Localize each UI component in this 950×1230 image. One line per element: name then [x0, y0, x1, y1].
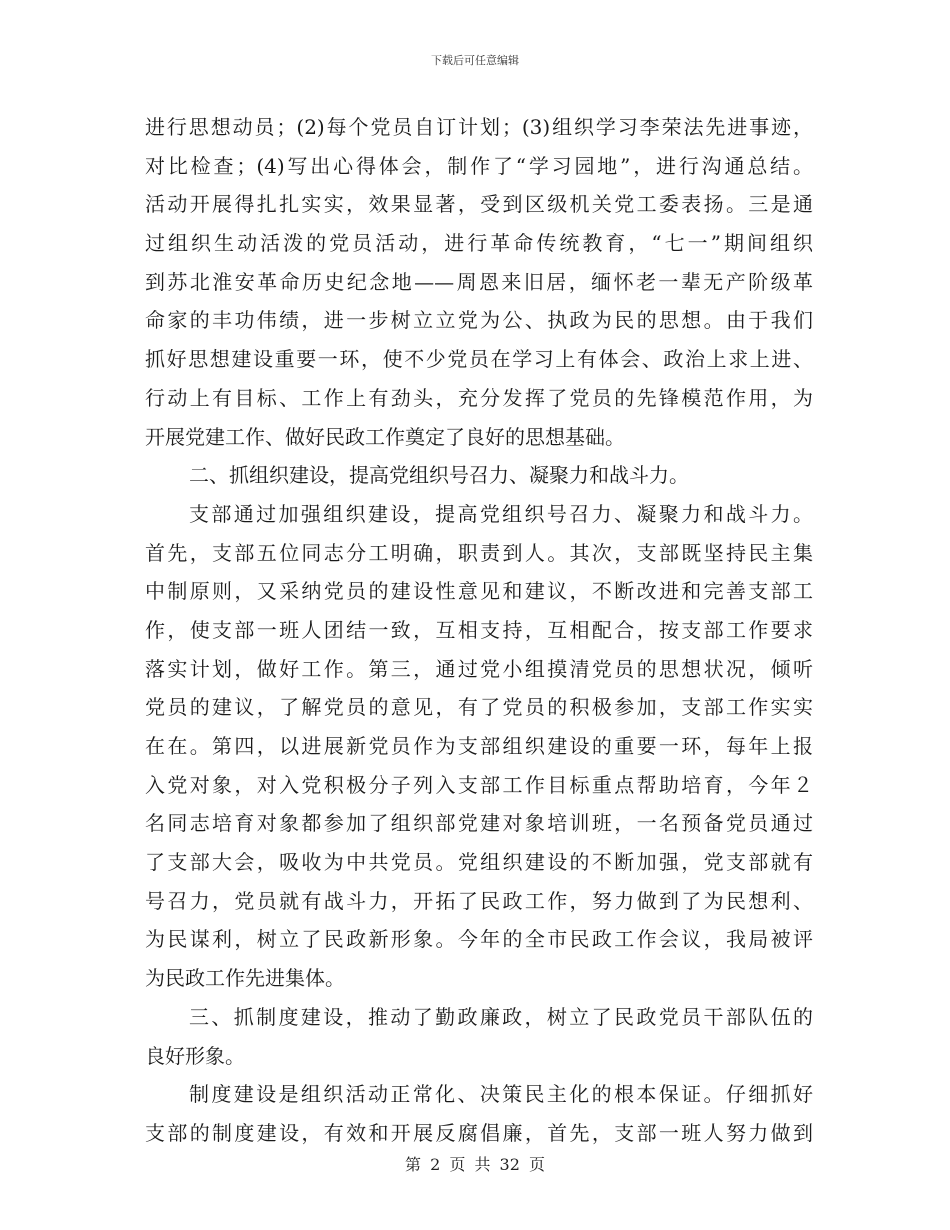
text-line: 命家的丰功伟绩，进一步树立立党为公、执政为民的思想。由于我们 — [145, 308, 813, 333]
text-line: 落实计划，做好工作。第三，通过党小组摸清党员的思想状况，倾听 — [145, 656, 813, 681]
text-line: 行动上有目标、工作上有劲头，充分发挥了党员的先锋模范作用，为 — [145, 385, 813, 410]
text-line: 党员的建议，了解党员的意见，有了党员的积极参加，支部工作实实 — [145, 695, 813, 720]
text-line: 抓好思想建设重要一环，使不少党员在学习上有体会、政治上求上进、 — [145, 347, 813, 372]
text-line: 中制原则，又采纳党员的建设性意见和建议，不断改进和完善支部工 — [145, 579, 813, 604]
page-header-note: 下载后可任意编辑 — [431, 54, 519, 67]
text-line: 制度建设是组织活动正常化、决策民主化的根本保证。仔细抓好 — [189, 1082, 813, 1107]
text-line: 活动开展得扎扎实实，效果显著，受到区级机关党工委表扬。三是通 — [145, 192, 813, 217]
page-number: 第 2 页 共 32 页 — [405, 1155, 545, 1174]
text-line: 过组织生动活泼的党员活动，进行革命传统教育，“七一”期间组织 — [145, 231, 813, 256]
text-line: 在在。第四，以进展新党员作为支部组织建设的重要一环，每年上报 — [145, 734, 813, 758]
text-line: 为民谋利，树立了民政新形象。今年的全市民政工作会议，我局被评 — [145, 927, 813, 952]
text-line: 首先，支部五位同志分工明确，职责到人。其次，支部既坚持民主集 — [145, 540, 813, 565]
section-heading-3-cont: 良好形象。 — [145, 1043, 245, 1068]
text-line: 名同志培育对象都参加了组织部党建对象培训班，一名预备党员通过 — [145, 811, 813, 836]
section-heading-3: 三、抓制度建设，推动了勤政廉政，树立了民政党员干部队伍的 — [189, 1004, 813, 1029]
text-line: 开展党建工作、做好民政工作奠定了良好的思想基础。 — [145, 424, 625, 449]
text-line: 号召力，党员就有战斗力，开拓了民政工作，努力做到了为民想利、 — [145, 888, 813, 913]
text-line: 进行思想动员；(2)每个党员自订计划；(3)组织学习李荣法先进事迹， — [145, 115, 813, 139]
document-body — [145, 108, 813, 1153]
text-line: 支部通过加强组织建设，提高党组织号召力、凝聚力和战斗力。 — [189, 501, 813, 526]
text-line: 支部的制度建设，有效和开展反腐倡廉，首先，支部一班人努力做到 — [145, 1120, 813, 1145]
text-line: 对比检查；(4)写出心得体会，制作了“学习园地”，进行沟通总结。 — [145, 153, 813, 178]
text-line: 入党对象，对入党积极分子列入支部工作目标重点帮助培育，今年２ — [145, 772, 813, 797]
text-line: 为民政工作先进集体。 — [145, 966, 345, 991]
text-line: 到苏北淮安革命历史纪念地——周恩来旧居，缅怀老一辈无产阶级革 — [145, 269, 813, 294]
section-heading-2: 二、抓组织建设，提高党组织号召力、凝聚力和战斗力。 — [189, 463, 689, 488]
text-line: 作，使支部一班人团结一致，互相支持，互相配合，按支部工作要求 — [145, 617, 813, 642]
text-line: 了支部大会，吸收为中共党员。党组织建设的不断加强，党支部就有 — [145, 850, 813, 875]
